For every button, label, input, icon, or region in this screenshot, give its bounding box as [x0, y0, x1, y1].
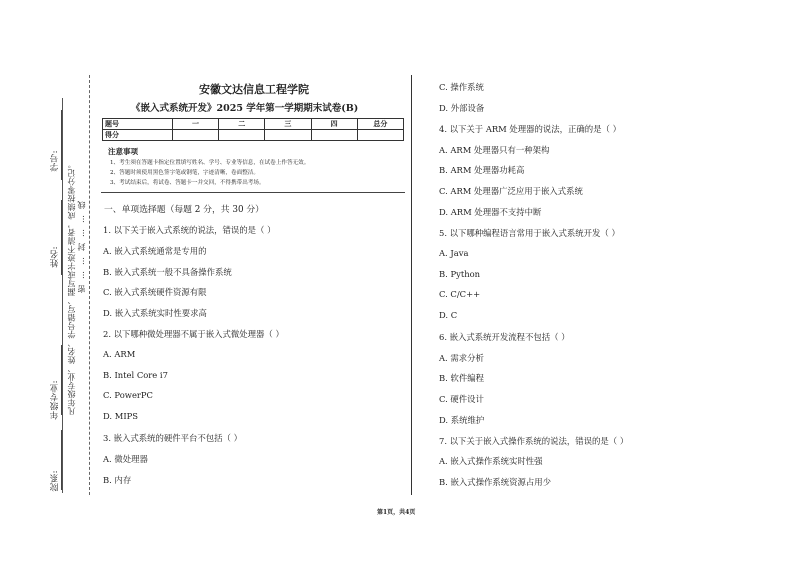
score-input-cell[interactable]: [265, 130, 311, 141]
option-line: A. ARM 处理器只有一种架构: [439, 145, 550, 155]
option-line: D. 外部设备: [439, 103, 485, 113]
option-line: A. 嵌入式系统通常是专用的: [103, 246, 207, 256]
notes-divider: [101, 192, 405, 193]
score-table: [102, 118, 404, 141]
option-line: B. 软件编程: [439, 373, 484, 383]
score-input-cell[interactable]: [219, 130, 265, 141]
option-line: C. ARM 处理器广泛应用于嵌入式系统: [439, 186, 583, 196]
score-input-cell[interactable]: [311, 130, 357, 141]
option-line: A. 嵌入式操作系统实时性强: [439, 456, 543, 466]
option-line: C. 硬件设计: [439, 394, 484, 404]
question-line: 2. 以下哪种微处理器不属于嵌入式微处理器（ ）: [103, 329, 284, 339]
score-input-cell[interactable]: [172, 130, 218, 141]
question-line: 7. 以下关于嵌入式操作系统的说法，错误的是（ ）: [439, 436, 629, 446]
option-line: D. 嵌入式系统实时性要求高: [103, 308, 207, 318]
student-id-label: 学号:: [50, 150, 60, 172]
option-line: C. 操作系统: [439, 82, 484, 92]
option-line: A. ARM: [103, 349, 136, 359]
option-line: D. ARM 处理器不支持中断: [439, 207, 542, 217]
score-table-header-row: [103, 119, 404, 130]
question-line: 1. 以下关于嵌入式系统的说法，错误的是（ ）: [103, 225, 276, 235]
option-line: B. Python: [439, 269, 481, 279]
score-cell: 一: [172, 119, 218, 130]
option-line: C. C/C++: [439, 289, 481, 299]
option-line: D. 系统维护: [439, 415, 485, 425]
page-number: 第1页，共4页: [377, 509, 416, 516]
school-name: 安徽文达信息工程学院: [199, 83, 309, 96]
college-underline[interactable]: [61, 430, 62, 490]
notes-title: 注意事项: [108, 147, 138, 156]
score-cell: 二: [219, 119, 265, 130]
binding-warning: 凡年级专业、姓名、学号错写、漏写或字迹不清者，成绩按零分记。: [67, 160, 76, 415]
option-line: A. Java: [439, 248, 469, 258]
score-input-cell[interactable]: [357, 130, 403, 141]
question-line: 6. 嵌入式系统开发流程不包括（ ）: [439, 332, 570, 342]
question-line: 5. 以下哪种编程语言常用于嵌入式系统开发（ ）: [439, 228, 620, 238]
seal-line-text: 密……封……线: [77, 195, 86, 293]
student-id-underline[interactable]: [61, 110, 62, 180]
score-table-score-row: [103, 130, 404, 141]
option-line: B. 嵌入式操作系统资源占用少: [439, 477, 551, 487]
grade-major-label: 年级专业:: [50, 380, 60, 420]
score-cell: 三: [265, 119, 311, 130]
name-underline[interactable]: [61, 200, 62, 275]
score-cell: 题号: [103, 119, 173, 130]
option-line: B. ARM 处理器功耗高: [439, 165, 525, 175]
option-line: B. Intel Core i7: [103, 370, 168, 380]
option-line: D. MIPS: [103, 411, 138, 421]
score-cell: 得分: [103, 130, 173, 141]
note-item: 1、考生须在答题卡指定位置填写姓名、学号、专业等信息，在试卷上作答无效。: [110, 160, 310, 166]
name-label: 姓名:: [50, 246, 60, 268]
column-divider: [411, 75, 412, 495]
binding-line-inner: [89, 75, 90, 495]
college-label: 院系:: [50, 470, 60, 492]
option-line: B. 嵌入式系统一般不具备操作系统: [103, 267, 232, 277]
option-line: A. 微处理器: [103, 454, 148, 464]
option-line: A. 需求分析: [439, 353, 484, 363]
option-line: C. PowerPC: [103, 390, 153, 400]
score-cell: 四: [311, 119, 357, 130]
section-heading: 一、单项选择题（每题 2 分，共 30 分）: [104, 205, 264, 215]
question-line: 4. 以下关于 ARM 处理器的说法，正确的是（ ）: [439, 124, 621, 134]
option-line: D. C: [439, 310, 458, 320]
binding-line-outer: [62, 98, 63, 493]
note-item: 3、考试结束后，将试卷、答题卡一并交回，不得携带出考场。: [110, 180, 265, 186]
grade-major-underline[interactable]: [61, 345, 62, 415]
question-line: 3. 嵌入式系统的硬件平台不包括（ ）: [103, 433, 242, 443]
score-cell: 总分: [357, 119, 403, 130]
option-line: B. 内存: [103, 475, 132, 485]
note-item: 2、答题时须使用黑色签字笔或钢笔，字迹清晰，卷面整洁。: [110, 170, 259, 176]
option-line: C. 嵌入式系统硬件资源有限: [103, 287, 207, 297]
exam-title: 《嵌入式系统开发》2025 学年第一学期期末试卷(B): [131, 103, 359, 114]
